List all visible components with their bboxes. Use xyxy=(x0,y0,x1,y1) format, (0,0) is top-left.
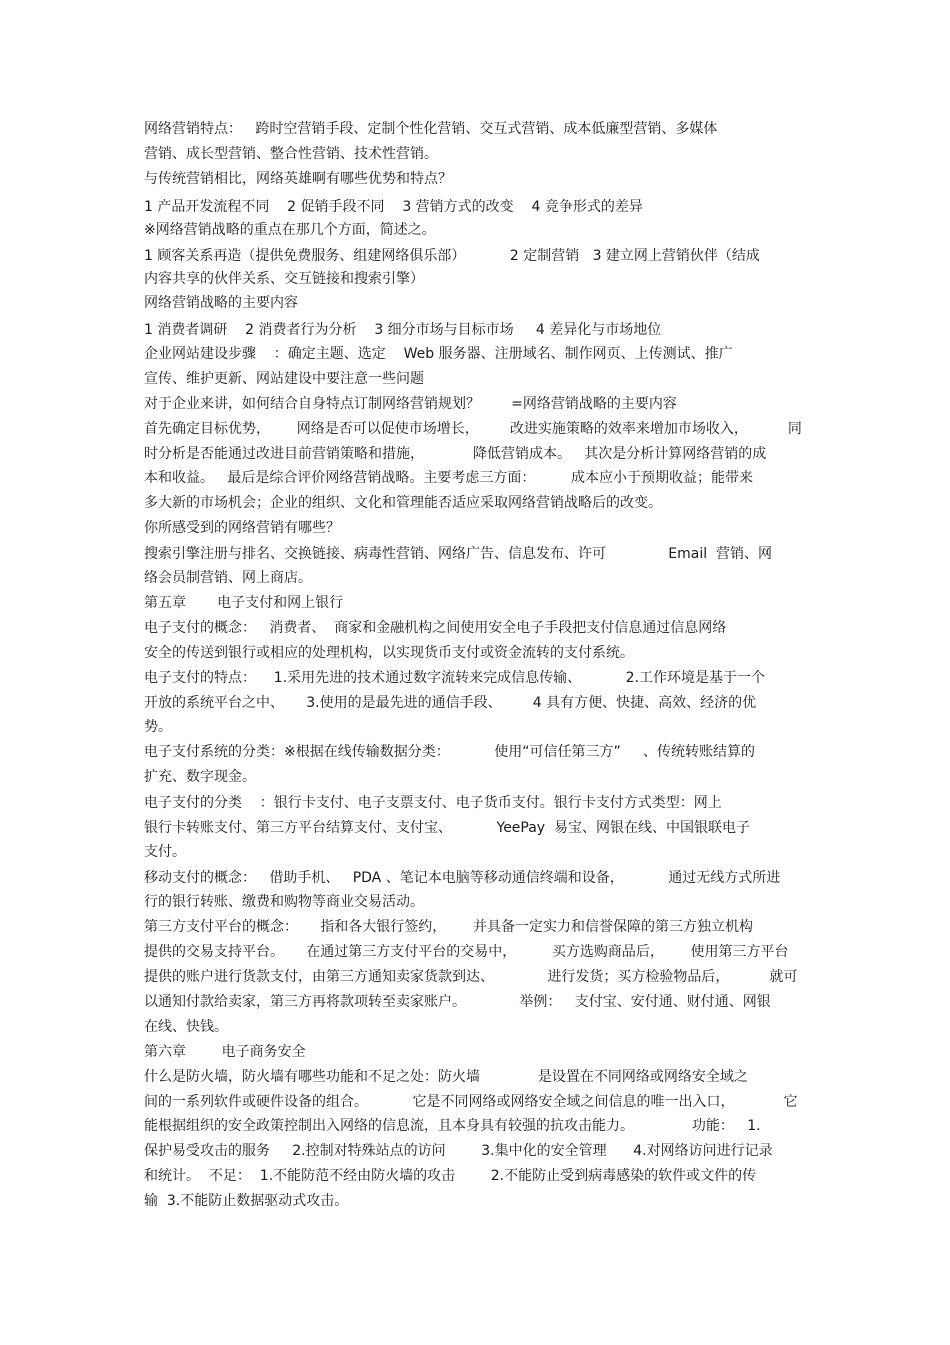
text-line: 和统计。 不足： 1.不能防范不经由防火墙的攻击 2.不能防止受到病毒感染的软件或文件的传 xyxy=(144,1168,757,1184)
text-line: 宣传、维护更新、网站建设中要注意一些问题 xyxy=(144,371,424,387)
text-line: 提供的交易支持平台。 在通过第三方支付平台的交易中， 买方选购商品后， 使用第三方平台 xyxy=(144,944,789,960)
chapter-heading: 第五章 电子支付和网上银行 xyxy=(144,595,344,611)
text-line: ※网络营销战略的重点在那几个方面，简述之。 xyxy=(144,222,436,238)
text-line: 扩充、数字现金。 xyxy=(144,769,256,785)
text-line: 1 消费者调研 2 消费者行为分析 3 细分市场与目标市场 4 差异化与市场地位 xyxy=(144,322,662,338)
text-line: 行的银行转账、缴费和购物等商业交易活动。 xyxy=(144,894,424,910)
text-line: 营销、成长型营销、整合性营销、技术性营销。 xyxy=(144,146,438,162)
text-line: 1 产品开发流程不同 2 促销手段不同 3 营销方式的改变 4 竞争形式的差异 xyxy=(144,199,643,215)
text-line: 电子支付系统的分类：※根据在线传输数据分类： 使用“可信任第三方” 、传统转账结算的 xyxy=(144,744,755,760)
text-line: 保护易受攻击的服务 2.控制对特殊站点的访问 3.集中化的安全管理 4.对网络访问进行记录 xyxy=(144,1143,773,1159)
text-line: 对于企业来讲，如何结合自身特点订制网络营销规划？ =网络营销战略的主要内容 xyxy=(144,396,677,412)
text-line: 多大新的市场机会；企业的组织、文化和管理能否适应采取网络营销战略后的改变。 xyxy=(144,495,662,511)
text-line: 第三方支付平台的概念： 指和各大银行签约， 并具备一定实力和信誉保障的第三方独立机构 xyxy=(144,919,753,935)
text-line: 势。 xyxy=(144,719,172,735)
text-line: 间的一系列软件或硬件设备的组合。 它是不同网络或网络安全域之间信息的唯一出入口， 它 xyxy=(144,1094,798,1110)
text-line: 提供的账户进行货款支付，由第三方通知卖家货款到达、 进行发货；买方检验物品后， 就可 xyxy=(144,969,798,985)
text-line: 你所感受到的网络营销有哪些？ xyxy=(144,520,340,536)
text-line: 能根据组织的安全政策控制出入网络的信息流，且本身具有较强的抗攻击能力。 功能： 1. xyxy=(144,1118,761,1134)
text-line: 输 3.不能防止数据驱动式攻击。 xyxy=(144,1193,349,1209)
text-line: 电子支付的概念： 消费者、 商家和金融机构之间使用安全电子手段把支付信息通过信息网络 xyxy=(144,620,727,636)
text-line: 网络营销战略的主要内容 xyxy=(144,295,298,311)
text-line: 络会员制营销、网上商店。 xyxy=(144,570,312,586)
text-line: 银行卡转账支付、第三方平台结算支付、支付宝、 YeePay 易宝、网银在线、中国银联电子 xyxy=(144,820,750,836)
chapter-heading: 第六章 电子商务安全 xyxy=(144,1044,306,1060)
text-line: 内容共享的伙伴关系、交互链接和搜索引擎） xyxy=(144,271,424,287)
text-line: 1 顾客关系再造（提供免费服务、组建网络俱乐部） 2 定制营销 3 建立网上营销伙伴（结成 xyxy=(144,248,760,264)
text-line: 安全的传送到银行或相应的处理机构，以实现货币支付或资金流转的支付系统。 xyxy=(144,645,634,661)
text-line: 与传统营销相比，网络英雄啊有哪些优势和特点？ xyxy=(144,171,452,187)
text-line: 电子支付的分类 ：银行卡支付、电子支票支付、电子货币支付。银行卡支付方式类型：网上 xyxy=(144,795,722,811)
text-line: 本和收益。 最后是综合评价网络营销战略。主要考虑三方面： 成本应小于预期收益；能带来 xyxy=(144,470,753,486)
text-line: 网络营销特点： 跨时空营销手段、定制个性化营销、交互式营销、成本低廉型营销、多媒体 xyxy=(144,121,718,137)
text-line: 电子支付的特点： 1.采用先进的技术通过数字流转来完成信息传输、 2.工作环境是基于一个 xyxy=(144,670,766,686)
text-line: 首先确定目标优势， 网络是否可以促使市场增长， 改进实施策略的效率来增加市场收入， 同 xyxy=(144,421,802,437)
text-line: 在线、快钱。 xyxy=(144,1019,228,1035)
text-line: 以通知付款给卖家，第三方再将款项转至卖家账户。 举例： 支付宝、安付通、财付通、网银 xyxy=(144,994,771,1010)
text-line: 移动支付的概念： 借助手机、 PDA 、笔记本电脑等移动通信终端和设备， 通过无线方式所进 xyxy=(144,870,781,886)
text-line: 支付。 xyxy=(144,844,186,860)
text-line: 企业网站建设步骤 ：确定主题、选定 Web 服务器、注册域名、制作网页、上传测试、推广 xyxy=(144,346,733,362)
text-line: 什么是防火墙，防火墙有哪些功能和不足之处：防火墙 是设置在不同网络或网络安全域之 xyxy=(144,1069,748,1085)
text-line: 搜索引擎注册与排名、交换链接、病毒性营销、网络广告、信息发布、许可 Email 营销、网 xyxy=(144,546,773,562)
text-line: 开放的系统平台之中、 3.使用的是最先进的通信手段、 4 具有方便、快捷、高效、经济的优 xyxy=(144,695,757,711)
text-line: 时分析是否能通过改进目前营销策略和措施， 降低营销成本。 其次是分析计算网络营销的成 xyxy=(144,446,767,462)
